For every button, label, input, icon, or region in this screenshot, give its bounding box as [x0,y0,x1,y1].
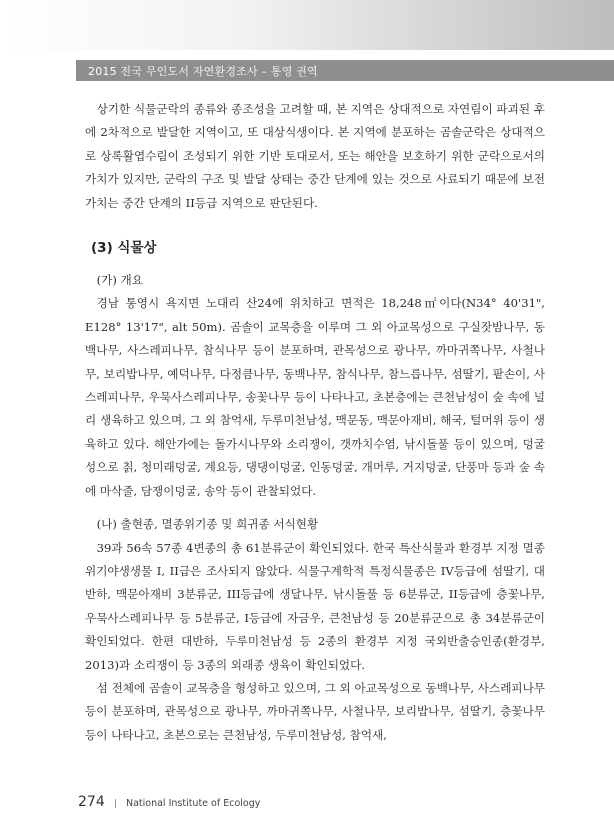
subsection-b-paragraph: 39과 56속 57종 4변종의 총 61분류군이 확인되었다. 한국 특산식물과 환경부 지정 멸종위기야생생물 I, II급은 조사되지 않았다. 식물구계학적 특정식물종은 IV등급에 섬딸기, 대반하, 맥문아재비 3분류군, III등급에 생달나무, 낚시돌풀 등 6분류군, II등급에 층꽃나무, 우묵사스레피나무 등 5분류군, I등급에 자금우, 큰천남성 등 20분류군으로 총 34분류군이 확인되었다. 한편 대반하, 두루미천남성 등 2종의 환경부 지정 국외반출승인종(환경부, 2013)과 소리쟁이 등 3종의 외래종 생육이 확인되었다. [85,540,545,672]
footer-institution: National Institute of Ecology [125,798,261,809]
running-header [76,60,614,81]
subsection-b-paragraph-2: 섬 전체에 곰솔이 교목층을 형성하고 있으며, 그 외 아교목성으로 동백나무, 사스레피나무 등이 분포하며, 관목성으로 광나무, 까마귀쪽나무, 사철나무, 보리밥나무, 섬딸기, 층꽃나무 등이 나타나고, 초본으로는 큰천남성, 두루미천남성, 참억새, [85,680,545,742]
intro-paragraph: 상기한 식물군락의 종류와 종조성을 고려할 때, 본 지역은 상대적으로 자연림이 파괴된 후에 2차적으로 발달한 지역이고, 또 대상식생이다. 본 지역에 분포하는 곰솔군락은 상대적으로 상록활엽수림이 조성되기 위한 기반 토대로서, 또는 해안을 보호하기 위한 군락으로서의 가치가 있지만, 군락의 구조 및 발달 상태는 중간 단계에 있는 것으로 사료되기 때문에 보전가치는 중간 단계의 II등급 지역으로 판단된다. [85,102,545,210]
footer-separator: | [113,799,117,809]
spacer [85,503,545,513]
subsection-a-paragraph: 경남 통영시 욕지면 노대리 산24에 위치하고 면적은 18,248㎡이다(N34° 40'31", E128° 13'17", alt 50m). 곰솔이 교목층을 이루며 그 외 아교목성으로 구실잣밤나무, 동백나무, 사스레피나무, 참식나무 등이 분포하며, 관목성으로 광나무, 까마귀쪽나무, 사철나무, 보리밥나무, 예덕나무, 다정큼나무, 동백나무, 참식나무, 참느릅나무, 섬딸기, 팥손이, 사스레피나무, 우묵사스레피나무, 송꽃나무 등이 나타나고, 초본층에는 큰천남성이 숲 속에 널리 생육하고 있으며, 그 외 참억새, 두루미천남성, 맥문동, 맥문아재비, 해국, 털머위 등이 생육하고 있다. 해안가에는 돌가시나무와 소리쟁이, 갯까치수염, 낚시돌풀 등이 있으며, 덩굴성으로 칡, 청미래덩굴, 계요등, 댕댕이덩굴, 인동덩굴, 개머루, 거지덩굴, 단풍마 등과 숲 속에 마삭줄, 담쟁이덩굴, 송악 등이 관찰되었다. [85,296,545,498]
subsection-a-title: (가) 개요 [96,273,143,288]
top-grey-band [0,0,614,50]
section-title: (3) 식물상 [91,240,157,257]
running-header-title: 2015 전국 무인도서 자연환경조사 – 통영 권역 [88,65,318,78]
page-number: 274 [78,794,105,810]
subsection-b-title: (나) 출현종, 멸종위기종 및 희귀종 서식현황 [96,517,319,532]
page-body [85,98,545,747]
page-footer [78,791,260,810]
